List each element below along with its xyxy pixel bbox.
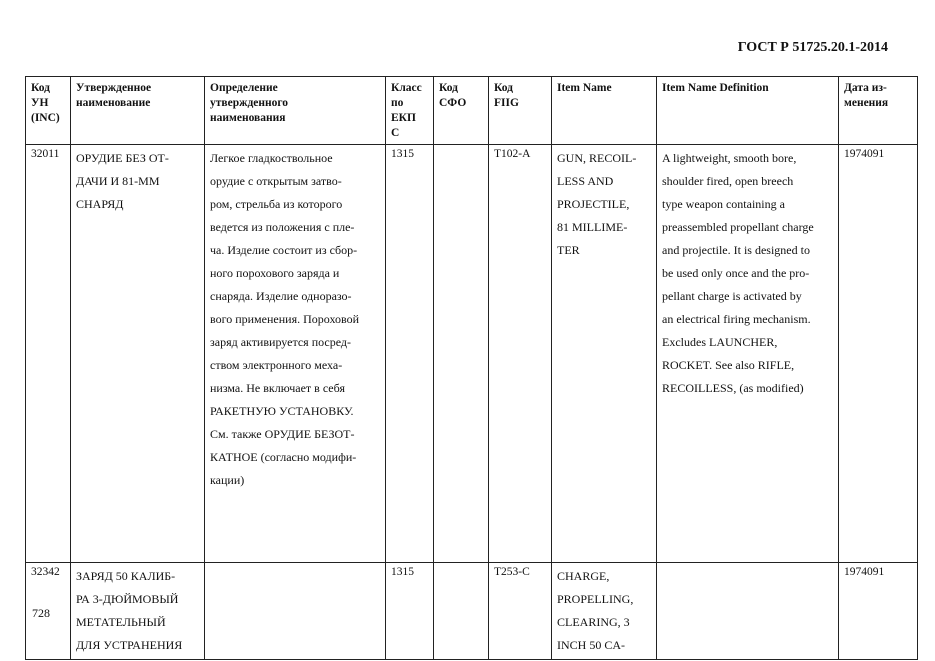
cell-definition: Легкое гладкоствольное орудие с открытым затво- ром, стрельба из которого ведется из положения с пле- ча. Изделие состоит из сбор- ного порохового заряда и снаряда. Изделие одноразо- вого применения. Пороховой заряд активируется посред- ством электронного меха- низма. Не включает в себя РАКЕТНУЮ УСТАНОВКУ. См. также ОРУДИЕ БЕЗОТ- КАТНОЕ (согласно модифи- кации) [205, 145, 386, 563]
nomenclature-table [25, 76, 918, 660]
column-header-date: Дата из- менения [839, 77, 918, 145]
column-header-item-name: Item Name [552, 77, 657, 145]
cell-fiig: T102-A [489, 145, 552, 563]
cell-definition [205, 563, 386, 660]
page-number: 728 [32, 606, 50, 620]
column-header-class: Класс по ЕКП С [386, 77, 434, 145]
cell-inc: 32342 [26, 563, 71, 660]
column-header-sfo: Код СФО [434, 77, 489, 145]
cell-sfo [434, 563, 489, 660]
cell-item-definition [657, 563, 839, 660]
cell-approved-name: ЗАРЯД 50 КАЛИБ- РА 3-ДЮЙМОВЫЙ МЕТАТЕЛЬНЫЙ ДЛЯ УСТРАНЕНИЯ [71, 563, 205, 660]
table-header-row [26, 77, 918, 145]
column-header-fiig: Код FIIG [489, 77, 552, 145]
cell-sfo [434, 145, 489, 563]
cell-class: 1315 [386, 563, 434, 660]
table-row [26, 145, 918, 563]
column-header-definition: Определение утвержденного наименования [205, 77, 386, 145]
cell-item-name: GUN, RECOIL- LESS AND PROJECTILE, 81 MILLIME- TER [552, 145, 657, 563]
cell-class: 1315 [386, 145, 434, 563]
cell-item-name: CHARGE, PROPELLING, CLEARING, 3 INCH 50 CA- [552, 563, 657, 660]
cell-item-definition: A lightweight, smooth bore, shoulder fired, open breech type weapon containing a preassembled propellant charge and projectile. It is designed to be used only once and the pro- pellant charge is activated by an electrical firing mechanism. Excludes LAUNCHER, ROCKET. See also RIFLE, RECOILLESS, (as modified) [657, 145, 839, 563]
cell-inc: 32011 [26, 145, 71, 563]
cell-fiig: T253-C [489, 563, 552, 660]
cell-approved-name: ОРУДИЕ БЕЗ ОТ- ДАЧИ И 81-ММ СНАРЯД [71, 145, 205, 563]
cell-date: 1974091 [839, 563, 918, 660]
column-header-inc: Код УН (INC) [26, 77, 71, 145]
column-header-item-definition: Item Name Definition [657, 77, 839, 145]
column-header-approved-name: Утвержденное наименование [71, 77, 205, 145]
document-code: ГОСТ Р 51725.20.1-2014 [737, 40, 888, 55]
cell-date: 1974091 [839, 145, 918, 563]
table-row [26, 563, 918, 660]
